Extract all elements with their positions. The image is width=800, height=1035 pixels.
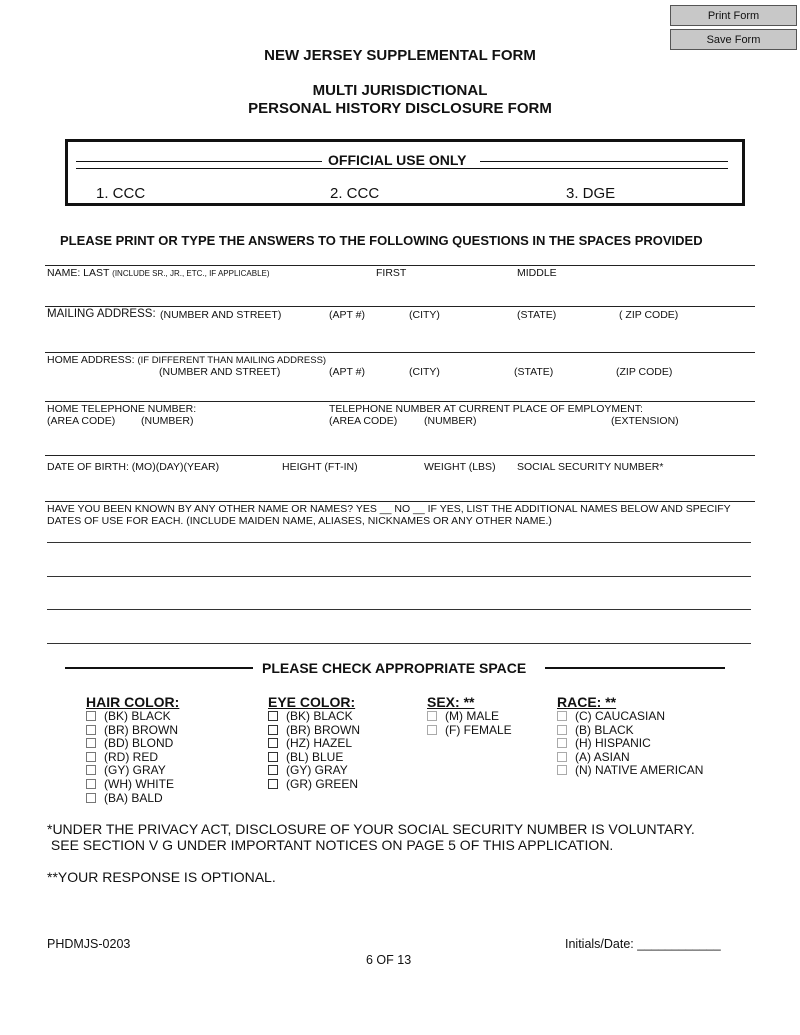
sex-option[interactable]: (F) FEMALE (427, 724, 512, 738)
checkbox[interactable] (268, 779, 278, 789)
checkbox[interactable] (427, 725, 437, 735)
save-form-button[interactable]: Save Form (670, 29, 797, 50)
other-names-instructions: DATES OF USE FOR EACH. (INCLUDE MAIDEN NAME, ALIASES, NICKNAMES OR ANY OTHER NAME.) (47, 515, 552, 527)
home-phone-area-label: (AREA CODE) (47, 415, 116, 427)
checkbox[interactable] (86, 738, 96, 748)
other-names-question: HAVE YOU BEEN KNOWN BY ANY OTHER NAME OR NAMES? YES __ NO __ IF YES, LIST THE ADDITIONAL NAMES BELOW AND SPECIFY (47, 503, 731, 515)
weight-label[interactable]: WEIGHT (LBS) (424, 461, 496, 473)
name-first-label: FIRST (376, 267, 407, 279)
divider (45, 501, 755, 502)
checkbox[interactable] (268, 752, 278, 762)
sex-group (427, 694, 512, 737)
home-state-label: (STATE) (514, 366, 554, 378)
official-use-title: OFFICIAL USE ONLY (328, 152, 467, 168)
dob-label[interactable]: DATE OF BIRTH: (MO)(DAY)(YEAR) (47, 461, 220, 473)
checkbox[interactable] (268, 725, 278, 735)
race-option[interactable]: (B) BLACK (557, 724, 703, 738)
race-option[interactable]: (A) ASIAN (557, 751, 703, 765)
checkbox[interactable] (557, 738, 567, 748)
mailing-apt-label: (APT #) (329, 309, 365, 321)
mailing-address-label[interactable]: MAILING ADDRESS: (47, 308, 156, 320)
race-title: RACE: ** (557, 694, 617, 710)
hair-option[interactable]: (BA) BALD (86, 792, 179, 806)
print-form-button[interactable]: Print Form (670, 5, 797, 26)
name-middle-label: MIDDLE (517, 267, 557, 279)
eye-option[interactable]: (BL) BLUE (268, 751, 360, 765)
official-item-2: 2. CCC (330, 185, 380, 202)
divider (45, 455, 755, 456)
home-phone-label[interactable]: HOME TELEPHONE NUMBER: (47, 403, 197, 415)
work-phone-area-label: (AREA CODE) (329, 415, 398, 427)
other-name-line[interactable] (47, 542, 751, 543)
page-number: 6 OF 13 (366, 953, 412, 967)
checkbox[interactable] (427, 711, 437, 721)
race-option[interactable]: (N) NATIVE AMERICAN (557, 764, 703, 778)
checkbox[interactable] (268, 711, 278, 721)
initials-date-field[interactable]: Initials/Date: ____________ (565, 937, 721, 951)
hair-option[interactable]: (BK) BLACK (86, 710, 179, 724)
privacy-note-2: SEE SECTION V G UNDER IMPORTANT NOTICES ON PAGE 5 OF THIS APPLICATION. (47, 837, 614, 853)
checkbox[interactable] (86, 725, 96, 735)
hair-option[interactable]: (BR) BROWN (86, 724, 179, 738)
mailing-street-label: (NUMBER AND STREET) (160, 309, 282, 321)
sex-option[interactable]: (M) MALE (427, 710, 512, 724)
mailing-state-label: (STATE) (517, 309, 557, 321)
work-phone-extension-label: (EXTENSION) (611, 415, 679, 427)
form-id: PHDMJS-0203 (47, 937, 131, 951)
race-option[interactable]: (H) HISPANIC (557, 737, 703, 751)
divider (45, 306, 755, 307)
sex-title: SEX: ** (427, 694, 475, 710)
divider (45, 401, 755, 402)
optional-note: **YOUR RESPONSE IS OPTIONAL. (47, 869, 276, 885)
hair-option[interactable]: (WH) WHITE (86, 778, 179, 792)
height-label[interactable]: HEIGHT (FT-IN) (282, 461, 358, 473)
checkbox[interactable] (86, 765, 96, 775)
name-last-label[interactable]: NAME: LAST (INCLUDE SR., JR., ETC., IF APPLICABLE) (47, 267, 270, 279)
hair-option[interactable]: (RD) RED (86, 751, 179, 765)
divider (65, 667, 253, 669)
form-subtitle-1: MULTI JURISDICTIONAL (312, 82, 488, 99)
home-zip-label: (ZIP CODE) (616, 366, 673, 378)
eye-option[interactable]: (BR) BROWN (268, 724, 360, 738)
hair-color-title: HAIR COLOR: (86, 694, 180, 710)
eye-option[interactable]: (GY) GRAY (268, 764, 360, 778)
checkbox[interactable] (86, 793, 96, 803)
work-phone-label[interactable]: TELEPHONE NUMBER AT CURRENT PLACE OF EMPLOYMENT: (329, 403, 643, 415)
check-section-title: PLEASE CHECK APPROPRIATE SPACE (262, 660, 527, 676)
eye-option[interactable]: (HZ) HAZEL (268, 737, 360, 751)
other-name-line[interactable] (47, 576, 751, 577)
home-address-label[interactable]: HOME ADDRESS: (IF DIFFERENT THAN MAILING ADDRESS) (47, 354, 327, 366)
official-item-3: 3. DGE (566, 185, 616, 202)
ssn-label[interactable]: SOCIAL SECURITY NUMBER* (517, 461, 664, 473)
instructions: PLEASE PRINT OR TYPE THE ANSWERS TO THE FOLLOWING QUESTIONS IN THE SPACES PROVIDED (60, 233, 703, 248)
divider (45, 265, 755, 266)
other-name-line[interactable] (47, 643, 751, 644)
official-item-1: 1. CCC (96, 185, 146, 202)
eye-color-title: EYE COLOR: (268, 694, 356, 710)
home-apt-label: (APT #) (329, 366, 365, 378)
divider (45, 352, 755, 353)
home-phone-number-label: (NUMBER) (141, 415, 194, 427)
work-phone-number-label: (NUMBER) (424, 415, 477, 427)
checkbox[interactable] (557, 765, 567, 775)
checkbox[interactable] (557, 725, 567, 735)
other-name-line[interactable] (47, 609, 751, 610)
checkbox[interactable] (557, 752, 567, 762)
hair-option[interactable]: (BD) BLOND (86, 737, 179, 751)
race-option[interactable]: (C) CAUCASIAN (557, 710, 703, 724)
eye-option[interactable]: (GR) GREEN (268, 778, 360, 792)
form-title: NEW JERSEY SUPPLEMENTAL FORM (264, 47, 536, 64)
checkbox[interactable] (268, 738, 278, 748)
mailing-city-label: (CITY) (409, 309, 440, 321)
home-street-label: (NUMBER AND STREET) (159, 366, 281, 378)
hair-option[interactable]: (GY) GRAY (86, 764, 179, 778)
checkbox[interactable] (86, 779, 96, 789)
mailing-zip-label: ( ZIP CODE) (619, 309, 679, 321)
form-subtitle-2: PERSONAL HISTORY DISCLOSURE FORM (248, 100, 552, 117)
official-use-box (65, 139, 745, 206)
divider (545, 667, 725, 669)
checkbox[interactable] (557, 711, 567, 721)
checkbox[interactable] (268, 765, 278, 775)
race-group (557, 694, 703, 778)
hair-color-group (86, 694, 179, 805)
privacy-note: *UNDER THE PRIVACY ACT, DISCLOSURE OF YOUR SOCIAL SECURITY NUMBER IS VOLUNTARY. (47, 821, 695, 837)
checkbox[interactable] (86, 711, 96, 721)
checkbox[interactable] (86, 752, 96, 762)
eye-color-group (268, 694, 360, 792)
eye-option[interactable]: (BK) BLACK (268, 710, 360, 724)
home-city-label: (CITY) (409, 366, 440, 378)
